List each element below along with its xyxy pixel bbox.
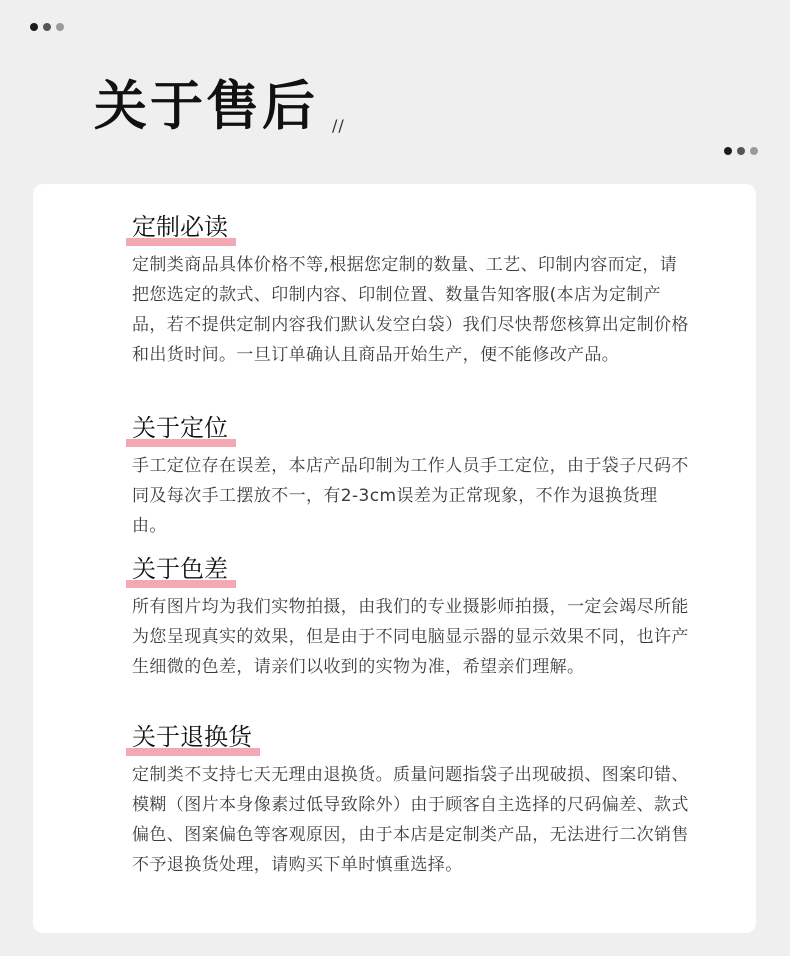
dot-icon <box>737 147 745 155</box>
section-heading: 关于退换货 <box>132 723 252 751</box>
section-heading: 关于定位 <box>132 414 228 442</box>
section-heading: 定制必读 <box>132 213 228 241</box>
section-body: 所有图片均为我们实物拍摄，由我们的专业摄影师拍摄，一定会竭尽所能为您呈现真实的效果，但是由于不同电脑显示器的显示效果不同，也许产生细微的色差，请亲们以收到的实物为准，希望亲们理解。 <box>132 597 689 677</box>
page-title: 关于售后 <box>94 76 318 137</box>
dot-icon <box>30 23 38 31</box>
section-color-difference <box>132 554 692 682</box>
section-body: 手工定位存在误差，本店产品印制为工作人员手工定位，由于袋子尺码不同及每次手工摆放不一，有2-3cm误差为正常现象，不作为退换货理由。 <box>132 456 689 536</box>
dot-icon <box>56 23 64 31</box>
section-body: 定制类不支持七天无理由退换货。质量问题指袋子出现破损、图案印错、模糊（图片本身像素过低导致除外）由于顾客自主选择的尺码偏差、款式偏色、图案偏色等客观原因，由于本店是定制类产品，无法进行二次销售不予退换货处理，请购买下单时慎重选择。 <box>132 765 689 875</box>
decorative-dots-top <box>30 23 64 31</box>
dot-icon <box>43 23 51 31</box>
title-slash-mark: // <box>332 116 345 135</box>
decorative-dots-right <box>724 147 758 155</box>
dot-icon <box>724 147 732 155</box>
section-returns <box>132 722 692 880</box>
dot-icon <box>750 147 758 155</box>
section-custom-notice <box>132 212 692 370</box>
section-body: 定制类商品具体价格不等,根据您定制的数量、工艺、印制内容而定，请把您选定的款式、印制内容、印制位置、数量告知客服(本店为定制产品，若不提供定制内容我们默认发空白袋）我们尽快帮您核算出定制价格和出货时间。一旦订单确认且商品开始生产，便不能修改产品。 <box>132 255 689 365</box>
section-heading: 关于色差 <box>132 555 228 583</box>
section-positioning <box>132 413 692 541</box>
